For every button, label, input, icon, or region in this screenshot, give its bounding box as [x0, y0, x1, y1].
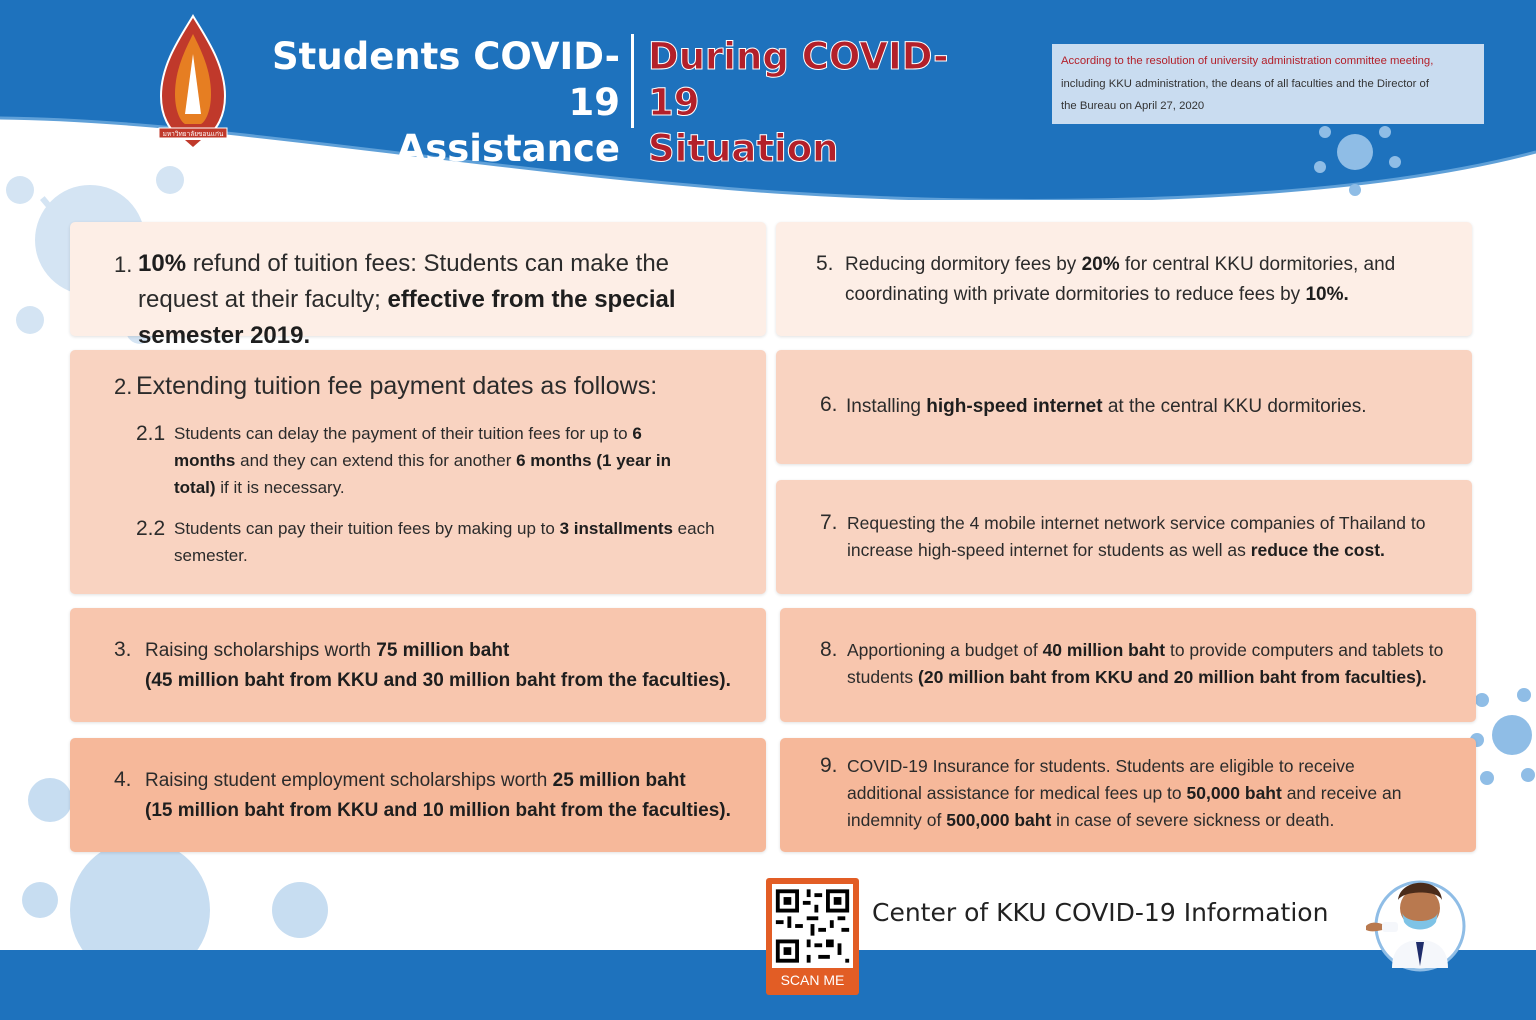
text-segment: Requesting the 4 mobile internet network service companies of Thailand to increase high-speed internet for students as well as	[847, 513, 1426, 560]
note-line-2: including KKU administration, the deans of all faculties and the Director of	[1061, 77, 1429, 90]
qr-code-card[interactable]	[766, 878, 859, 995]
text-segment: Raising student employment scholarships worth	[145, 770, 553, 791]
sub-measure-2-2	[174, 515, 744, 569]
text-segment: COVID-19 Insurance for students. Students are eligible to receive additional assistance for medical fees up to	[847, 756, 1355, 803]
measure-card-2	[70, 350, 766, 594]
text-segment: Installing	[846, 396, 927, 417]
measure-title: Extending tuition fee payment dates as follows:	[136, 372, 658, 400]
title-line-1: Students COVID-19	[272, 35, 620, 124]
measure-card-6	[776, 350, 1472, 464]
text-segment: refund of tuition fees: Students can make the request at their faculty;	[138, 250, 670, 313]
text-segment: if it is necessary.	[215, 478, 345, 497]
highlight-percent: 20%	[1081, 254, 1120, 275]
subtitle-line-2: Situation	[648, 127, 839, 170]
note-line-1: According to the resolution of university administration committee meeting,	[1061, 55, 1434, 67]
measure-text	[145, 766, 755, 826]
highlight-breakdown: (20 million baht from KKU and 20 million baht from faculties).	[918, 667, 1427, 687]
sub-measure-2-1	[174, 420, 694, 501]
measure-text	[846, 392, 1456, 422]
measure-number: 8.	[820, 638, 838, 661]
measure-text	[847, 637, 1467, 691]
measure-text	[138, 246, 754, 354]
highlight-breakdown: (45 million baht from KKU and 30 million baht from the faculties).	[145, 670, 731, 691]
measure-text	[845, 250, 1445, 310]
text-segment: and they can extend this for another	[235, 451, 517, 470]
note-line-3: the Bureau on April 27, 2020	[1061, 100, 1205, 112]
measure-card-8	[780, 608, 1476, 722]
text-segment: in case of severe sickness or death.	[1051, 810, 1335, 830]
main-title	[230, 34, 620, 218]
text-segment: Reducing dormitory fees by	[845, 254, 1082, 275]
scan-me-label: SCAN ME	[780, 972, 845, 988]
sub-title	[648, 34, 978, 172]
highlight-amount: 75 million baht	[376, 640, 510, 661]
highlight-amount: 40 million baht	[1042, 640, 1166, 660]
measure-number: 1.	[114, 252, 133, 277]
sub-number-2-1: 2.1	[136, 422, 166, 445]
highlight-internet: high-speed internet	[926, 396, 1103, 417]
highlight-effective: effective from the special semester 2019.	[138, 286, 676, 349]
measure-card-9	[780, 738, 1476, 852]
measure-card-5	[776, 222, 1472, 336]
highlight-breakdown: (15 million baht from KKU and 10 million baht from the faculties).	[145, 800, 731, 821]
measure-text	[847, 510, 1451, 564]
highlight-months: 6 months	[516, 451, 592, 470]
measure-number: 7.	[820, 511, 838, 534]
measure-number: 9.	[820, 754, 838, 777]
text-segment: Raising scholarships worth	[145, 640, 377, 661]
qr-code[interactable]	[772, 884, 853, 968]
subtitle-line-1: During COVID-19	[648, 35, 949, 124]
text-segment: Students can delay the payment of their tuition fees for up to	[174, 424, 633, 443]
measure-text	[145, 636, 755, 696]
measure-number: 5.	[816, 252, 834, 275]
measure-card-7	[776, 480, 1472, 594]
measure-card-4	[70, 738, 766, 852]
text-segment: and receive an indemnity of	[847, 783, 1402, 830]
text-segment: Apportioning a budget of	[847, 640, 1043, 660]
measure-number: 2.	[114, 374, 133, 399]
title-divider	[631, 34, 634, 128]
resolution-note	[1052, 44, 1484, 124]
highlight-amount: 25 million baht	[552, 770, 686, 791]
text-segment: each semester.	[174, 519, 715, 565]
measure-number: 3.	[114, 638, 132, 661]
highlight-year: (1 year in total)	[174, 451, 672, 497]
highlight-cost: reduce the cost.	[1250, 540, 1385, 560]
measure-card-1	[70, 222, 766, 349]
highlight-months: 6 months	[174, 424, 642, 470]
highlight-refund: 10%	[138, 250, 187, 277]
logo-text: มหาวิทยาลัยขอนแก่น	[162, 130, 224, 138]
kku-logo	[155, 14, 231, 148]
measure-number: 4.	[114, 768, 132, 791]
highlight-amount: 50,000 baht	[1186, 783, 1282, 803]
highlight-installments: 3 installments	[559, 519, 673, 538]
text-segment: at the central KKU dormitories.	[1102, 396, 1367, 417]
virus-decoration-top-right	[1300, 112, 1410, 202]
measure-number: 6.	[820, 393, 838, 416]
sub-number-2-2: 2.2	[136, 517, 166, 540]
highlight-amount: 500,000 baht	[946, 810, 1052, 830]
qr-code-icon	[772, 884, 853, 968]
center-info-text: Center of KKU COVID-19 Information	[872, 898, 1329, 927]
text-segment: to provide computers and tablets to students	[847, 640, 1444, 687]
text-segment: Students can pay their tuition fees by making up to	[174, 519, 560, 538]
measure-card-3	[70, 608, 766, 722]
measure-text	[847, 753, 1427, 834]
text-segment: for central KKU dormitories, and coordinating with private dormitories to reduce fees by	[845, 254, 1396, 305]
mascot-illustration	[1348, 856, 1466, 974]
highlight-percent: 10%.	[1305, 284, 1349, 305]
title-line-2: Assistance Measures	[396, 127, 620, 216]
